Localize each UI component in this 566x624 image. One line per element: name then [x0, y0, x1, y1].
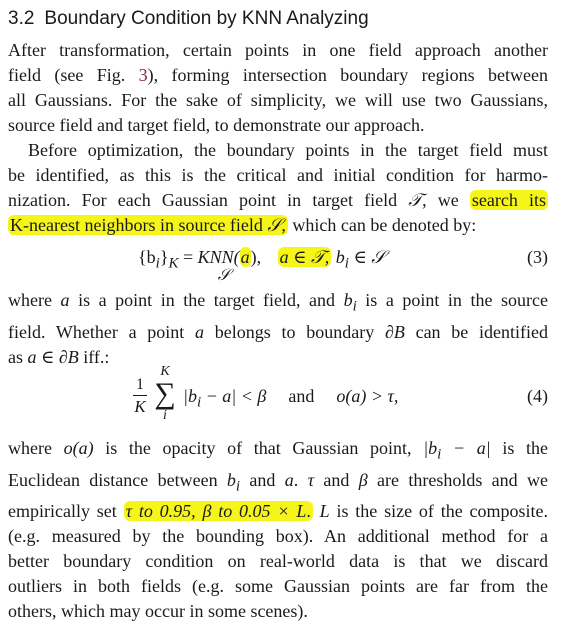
math-span: ∈ 𝒮	[348, 247, 386, 267]
text-line	[8, 63, 548, 88]
text-span: can be identified	[404, 321, 548, 342]
paragraph-definition	[8, 288, 548, 370]
math-span: |b	[183, 386, 197, 406]
math-span: =	[178, 247, 198, 267]
text-span: and	[314, 469, 359, 490]
highlight-annotation: a ∈ 𝒯,	[279, 247, 330, 267]
math-span: β	[358, 469, 368, 490]
summation	[153, 364, 177, 424]
math-span: τ	[307, 469, 315, 490]
text-span: is the	[490, 438, 548, 458]
math-span: KNN(	[197, 247, 240, 267]
math-span: o(a)	[63, 438, 94, 458]
summation-upper-limit: K	[160, 364, 170, 379]
text-line: others, which may occur in some scenes).	[8, 601, 308, 622]
highlight-annotation	[124, 501, 313, 521]
math-sub: i	[196, 394, 202, 411]
text-line: be identified, as this is the critical and initial condition for harmo-	[8, 165, 548, 185]
math-sub: i	[437, 446, 442, 463]
text-line	[8, 436, 548, 468]
text-span: which can be denoted by:	[287, 215, 477, 235]
text-span: and	[240, 469, 285, 490]
text-line: all Gaussians. For the sake of simplicity, we will use two Gaussians,	[8, 90, 548, 110]
paragraph-intro	[8, 38, 548, 138]
text-line	[8, 345, 548, 370]
text-span: nization. For each Gaussian point in target field	[8, 190, 409, 210]
text-line	[8, 188, 548, 213]
math-span: ),	[250, 247, 262, 267]
fraction-numerator: 1	[136, 376, 144, 393]
math-span: b	[331, 247, 345, 267]
text-span: Euclidean distance between	[8, 469, 227, 490]
text-span	[313, 501, 320, 521]
text-line: better boundary condition on real-world data is that we discard	[8, 551, 548, 572]
text-line	[8, 213, 548, 238]
paragraph-method	[8, 138, 548, 238]
text-line	[8, 499, 548, 524]
math-sub: 𝒮	[217, 267, 231, 284]
math-span: a	[60, 290, 70, 310]
math-span: a ∈ ∂B	[27, 346, 79, 367]
source-field-symbol: 𝒮	[267, 215, 282, 235]
text-line	[8, 468, 548, 500]
fraction	[133, 376, 147, 417]
highlight-annotation: search its	[471, 190, 546, 210]
section-heading	[8, 6, 369, 31]
math-span: {b	[138, 247, 156, 267]
text-span: empirically set	[8, 501, 124, 522]
math-span: ∂B	[384, 321, 405, 342]
section-title: Boundary Condition by KNN Analyzing	[44, 8, 369, 29]
math-span: − a| < β	[201, 386, 267, 406]
math-span: L	[319, 501, 330, 522]
knn-operator	[197, 245, 262, 284]
math-span: b	[226, 469, 236, 490]
math-span: a	[284, 469, 294, 490]
equation-body	[138, 245, 386, 284]
math-span: a	[195, 321, 205, 342]
text-line: source field and target field, to demonstrate our approach.	[8, 115, 425, 135]
text-line	[8, 288, 548, 320]
text-span: belongs to boundary	[204, 321, 385, 342]
equation-4	[8, 364, 548, 432]
fraction-denominator: K	[134, 397, 146, 416]
math-span: |b	[423, 438, 438, 458]
text-span: as	[8, 346, 28, 367]
equation-number: (3)	[527, 247, 548, 267]
math-sub: K	[168, 255, 179, 272]
text-span: where	[8, 438, 64, 458]
text-span: .	[293, 469, 308, 490]
text-line: Before optimization, the boundary points in the target field must	[28, 140, 548, 160]
math-span: }	[159, 247, 169, 267]
text-span: iff.:	[78, 346, 110, 367]
text-span: .	[306, 501, 311, 522]
text-span: where	[8, 290, 61, 310]
text-span: ), forming intersection boundary regions between	[147, 65, 548, 85]
text-line: After transformation, certain points in one field approach another	[8, 40, 548, 60]
section-number: 3.2	[8, 8, 35, 29]
figure-reference-link[interactable]: 3	[138, 65, 148, 85]
summation-lower-limit: i	[163, 408, 167, 423]
highlight-annotation	[8, 215, 288, 235]
text-span: field (see Fig.	[8, 65, 139, 85]
text-line: outliers in both fields (e.g. some Gaussian points are far from the	[8, 576, 548, 597]
equation-number: (4)	[527, 386, 548, 406]
math-sub: i	[155, 255, 160, 272]
equation-terms	[183, 384, 398, 416]
text-span: field. Whether a point	[8, 321, 196, 342]
math-span: τ to 0.95, β to 0.05 × L	[125, 501, 307, 522]
math-sub: i	[344, 255, 349, 272]
text-span: is a point in the target field, and	[69, 290, 344, 310]
text-span: is the size of the composite.	[329, 501, 548, 522]
text-line: (e.g. measured by the bounding box). An additional method for a	[8, 526, 548, 547]
math-span: − a|	[441, 438, 491, 458]
text-span: is the opacity of that Gaussian point,	[93, 438, 424, 458]
text-line	[8, 320, 548, 345]
text-span: ,	[281, 215, 286, 235]
math-span: b	[343, 290, 353, 310]
math-sub: i	[352, 298, 357, 315]
highlight-annotation: a	[240, 247, 250, 267]
math-sub: i	[235, 478, 241, 495]
target-field-symbol: 𝒯	[408, 190, 423, 210]
equation-body	[133, 364, 453, 440]
text-span: are thresholds and we	[367, 469, 548, 490]
math-span: and	[288, 386, 315, 406]
summation-symbol: ∑	[154, 377, 176, 410]
text-span: is a point in the source	[356, 290, 548, 310]
text-span: , we	[422, 190, 470, 210]
text-span: K-nearest neighbors in source field	[10, 215, 268, 235]
math-span: o(a) > τ,	[336, 386, 399, 406]
fraction-bar	[133, 395, 147, 396]
paragraph-explanation	[8, 436, 548, 624]
